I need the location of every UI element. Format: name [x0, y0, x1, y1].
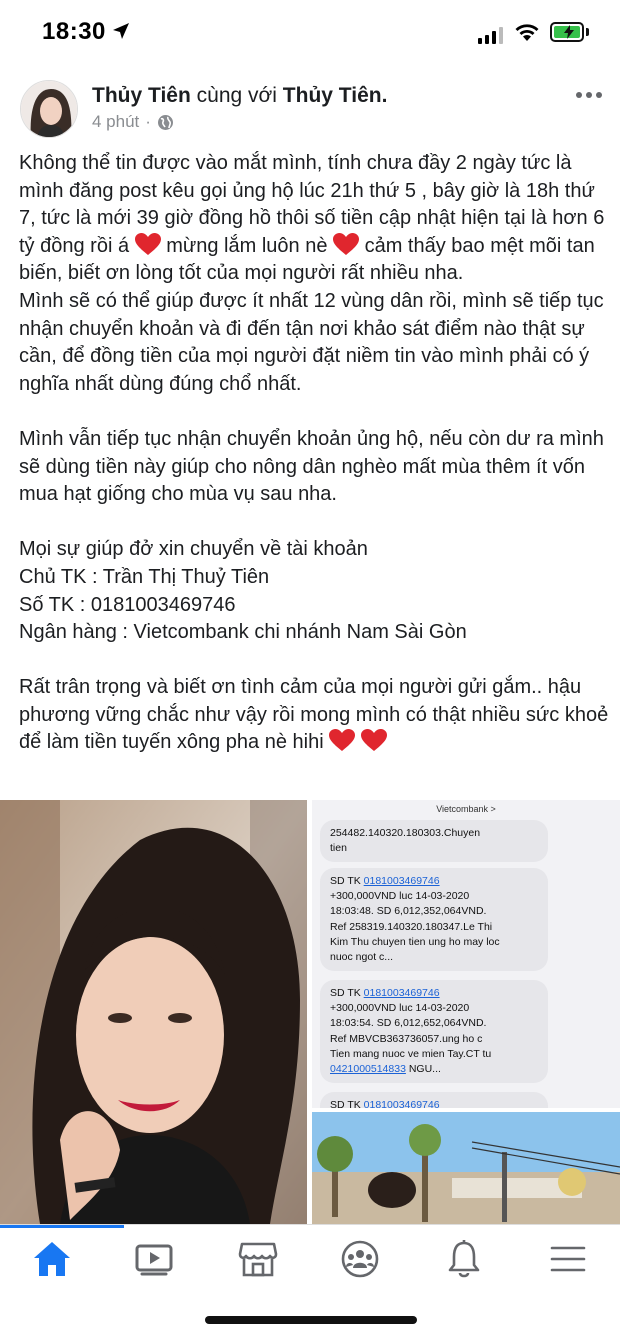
- tab-home[interactable]: [22, 1237, 82, 1281]
- tab-watch[interactable]: [124, 1237, 184, 1281]
- sms-header: Vietcombank >: [436, 804, 496, 814]
- active-tab-indicator: [0, 1225, 124, 1228]
- notifications-icon: [446, 1239, 482, 1279]
- wifi-icon: [513, 22, 541, 42]
- portrait-photo[interactable]: [0, 800, 307, 1224]
- author-avatar[interactable]: [20, 80, 78, 138]
- heart-emoji-icon: [329, 729, 355, 752]
- status-bar: [0, 0, 620, 66]
- marketplace-icon: [238, 1240, 278, 1278]
- account-link[interactable]: 0181003469746: [363, 987, 440, 999]
- tab-marketplace[interactable]: [228, 1237, 288, 1281]
- tab-notifications[interactable]: [434, 1237, 494, 1281]
- menu-icon: [550, 1244, 586, 1274]
- heart-emoji-icon: [135, 233, 161, 256]
- post-paragraph: Mình sẽ có thể giúp được ít nhất 12 vùng dân rồi, mình sẽ tiếp tục nhận chuyển khoản và đi đến tận nơi khảo sát điểm nào thật sự cần, để đồng tiền của mọi người đặt niềm tin vào mình phải có ý nghĩa nhất dùng đúng chổ nhất.: [19, 289, 604, 395]
- post-paragraph: Mọi sự giúp đở xin chuyển về tài khoản: [19, 538, 368, 561]
- account-link[interactable]: 0421000514833: [330, 1063, 406, 1076]
- battery-icon: [550, 22, 584, 42]
- groups-icon: [340, 1239, 380, 1279]
- status-time: 18:30: [42, 18, 106, 45]
- home-icon: [32, 1240, 72, 1278]
- location-arrow-icon: [112, 22, 130, 40]
- tagged-name[interactable]: Thủy Tiên.: [282, 84, 388, 107]
- tab-groups[interactable]: [330, 1237, 390, 1281]
- more-options-icon[interactable]: [576, 92, 602, 98]
- street-photo[interactable]: [312, 1112, 620, 1224]
- battery-tip: [586, 28, 589, 36]
- post-paragraph: Không thể tin được vào mắt mình, tính chưa đầy 2 ngày tức là mình đăng post kêu gọi ủng hộ lúc 21h thứ 5 , bây giờ là 18h thứ 7, tức là mới 39 giờ đồng hồ thôi số tiền cập nhật hiện tại là hơn 6 tỷ đồng rồi á mừng lắm luôn nè cảm thấy bao mệt mõi tan biến, biết ơn lòng tốt của mọi người rất nhiều nha.: [19, 152, 605, 285]
- author-name[interactable]: Thủy Tiên: [92, 84, 191, 107]
- heart-emoji-icon: [361, 729, 387, 752]
- post-paragraph: Mình vẫn tiếp tục nhận chuyển khoản ủng hộ, nếu còn dư ra mình sẽ dùng tiền này giúp cho nông dân nghèo mất mùa thêm ít vốn mua hạt giống cho mùa vụ sau nha.: [19, 427, 604, 506]
- post-header: [0, 74, 620, 146]
- sms-message: SD TK 0181003469746 +300,000VND luc 14-03-2020 18:03:54. SD 6,012,652,064VND. Ref MBVCB363736057.ung ho c Tien mang nuoc ve mien Tay.CT tu 0421000514833 NGU...: [320, 980, 548, 1083]
- post-body: [19, 150, 609, 757]
- with-text: cùng với: [196, 84, 277, 107]
- tab-menu[interactable]: [538, 1237, 598, 1281]
- watch-icon: [134, 1241, 174, 1277]
- account-holder: Chủ TK : Trần Thị Thuỷ Tiên: [19, 565, 270, 588]
- post-meta: [92, 112, 174, 132]
- bottom-tab-bar: [0, 1224, 620, 1342]
- globe-icon: [157, 114, 174, 131]
- sms-message: 254482.140320.180303.Chuyen tien: [320, 820, 548, 862]
- account-link[interactable]: 0181003469746: [363, 875, 440, 887]
- home-indicator[interactable]: [205, 1316, 417, 1324]
- account-link[interactable]: 0181003469746: [363, 1099, 440, 1108]
- post-paragraph: Rất trân trọng và biết ơn tình cảm của mọi người gửi gắm.. hậu phương vững chắc như vậy rồi mong mình có thật nhiều sức khoẻ để làm tiền tuyến xông pha nè hihi: [19, 676, 609, 754]
- sms-message: SD TK 0181003469746: [320, 1092, 548, 1108]
- heart-emoji-icon: [333, 233, 359, 256]
- author-line: [92, 84, 387, 108]
- bank-name: Ngân hàng : Vietcombank chi nhánh Nam Sài Gòn: [19, 621, 467, 644]
- cellular-signal-icon: [478, 26, 503, 44]
- post-time[interactable]: 4 phút: [92, 112, 140, 131]
- account-number: Số TK : 0181003469746: [19, 593, 236, 616]
- meta-separator: ·: [145, 112, 151, 131]
- sms-screenshot[interactable]: [312, 800, 620, 1108]
- sms-message: SD TK 0181003469746 +300,000VND luc 14-03-2020 18:03:48. SD 6,012,352,064VND. Ref 258319.140320.180347.Le Thi Kim Thu chuyen tien ung ho may loc nuoc ngot c...: [320, 868, 548, 971]
